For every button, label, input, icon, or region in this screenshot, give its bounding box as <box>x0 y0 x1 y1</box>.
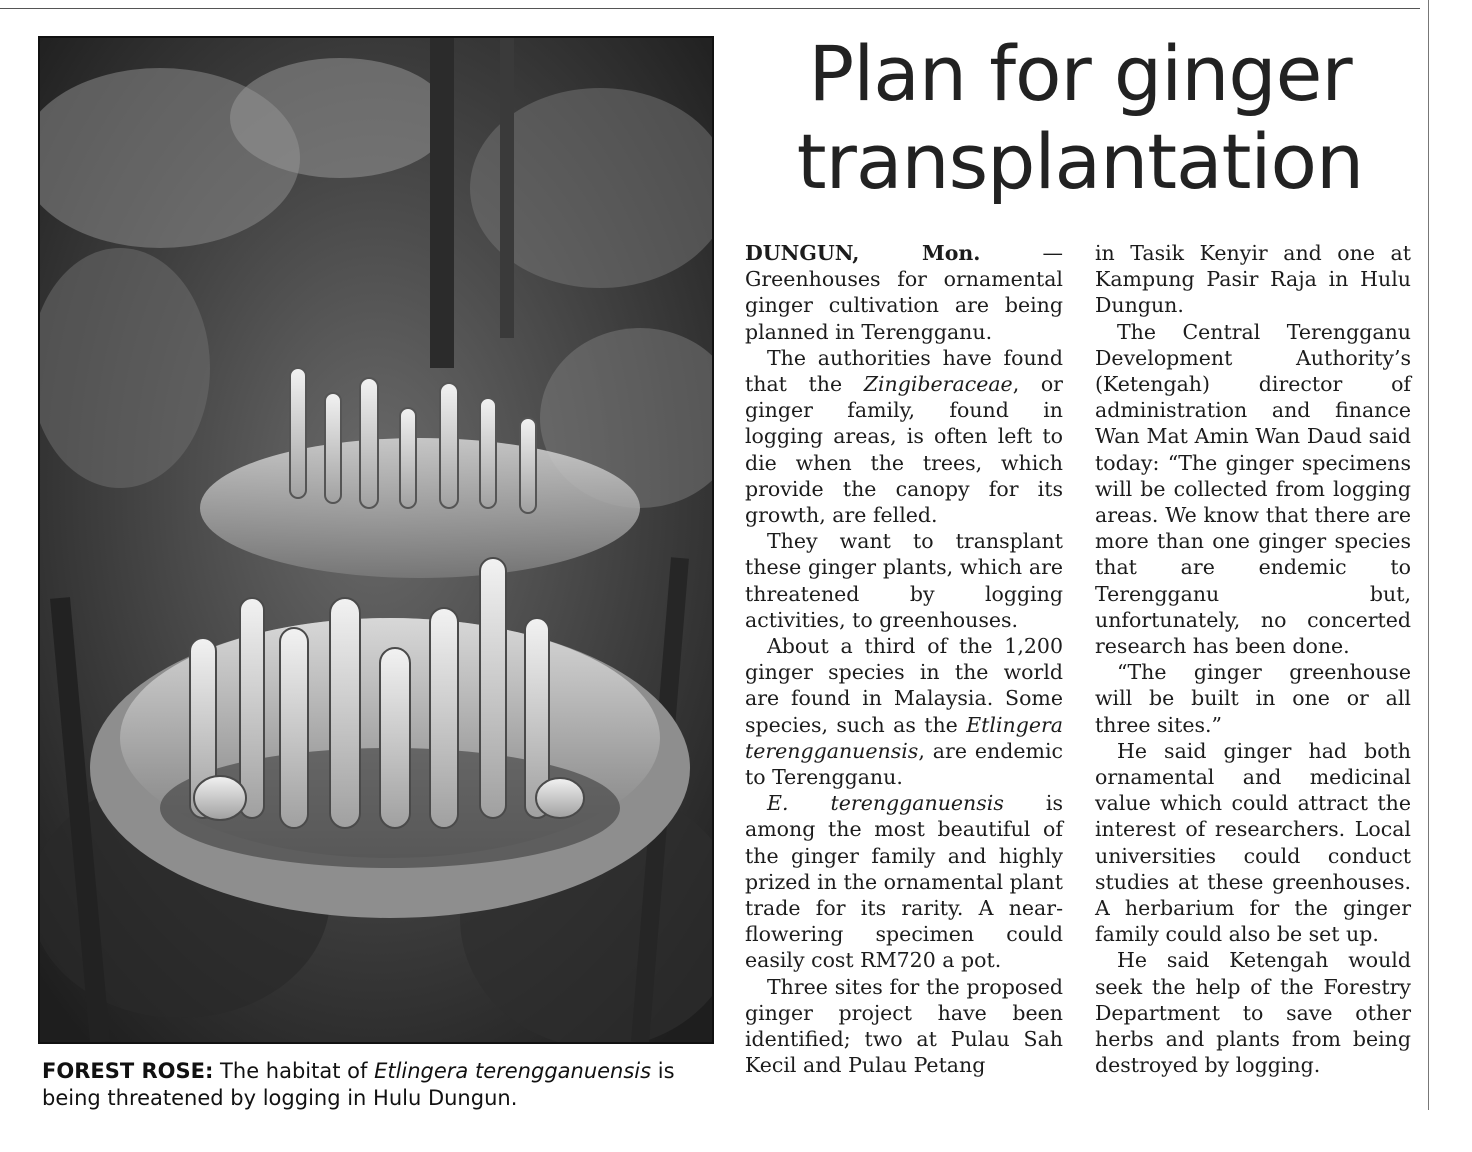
headline <box>740 30 1420 206</box>
paragraph-text: , or ginger family, found in logging areas, is often left to die when the trees, which provide the canopy for its growth, are felled. <box>745 372 1063 528</box>
caption-lead: FOREST ROSE: <box>42 1059 214 1083</box>
top-rule <box>0 8 1420 9</box>
paragraph: Three sites for the proposed ginger project have been identified; two at Pulau Sah Kecil and Pulau Petang <box>745 974 1063 1078</box>
paragraph: “The ginger greenhouse will be built in one or all three sites.” <box>1095 660 1411 737</box>
paragraph: He said ginger had both ornamental and medicinal value which could attract the interest of researchers. Local universities could conduct studies at these greenhouses. A herbarium for the ginger family could also be set up. <box>1095 738 1411 947</box>
caption-species: Etlingera terengganuensis <box>374 1059 652 1083</box>
species-name: E. terengganuensis <box>767 791 1004 816</box>
paragraph <box>745 633 1063 790</box>
paragraph <box>745 345 1063 528</box>
photo-caption <box>42 1058 722 1112</box>
forest-rose-photo <box>38 36 714 1044</box>
paragraph <box>745 240 1063 345</box>
forest-rose-flower-icon <box>40 38 712 1042</box>
column-rule <box>1428 0 1429 1110</box>
species-name: Zingiberaceae <box>863 372 1013 397</box>
species-name: Etlingera terengganuensis <box>745 712 1063 763</box>
dateline: DUNGUN, Mon. <box>745 241 981 265</box>
paragraph: He said Ketengah would seek the help of the Forestry Department to save other herbs and plants from being destroyed by logging. <box>1095 948 1411 1078</box>
paragraph-text: , are endemic to Terengganu. <box>745 738 1063 790</box>
paragraph-text: — Greenhouses for ornamental ginger cultivation are being planned in Terengganu. <box>745 241 1063 344</box>
caption-text-after: is being threatened by logging in Hulu Dungun. <box>42 1059 675 1110</box>
paragraph: They want to transplant these ginger plants, which are threatened by logging activities, to greenhouses. <box>745 529 1063 632</box>
paragraph: The Central Terengganu Development Authority’s (Ketengah) director of administration and finance Wan Mat Amin Wan Daud said today: “The ginger specimens will be collected from logging areas. We know that there are more than one ginger species that are endemic to Terengganu but, unfortunately, no concerted research has been done. <box>1095 319 1411 659</box>
headline-line-2: transplantation <box>796 117 1364 206</box>
paragraph-text: The authorities have found that the <box>745 345 1063 397</box>
article-column-1 <box>745 240 1063 1079</box>
caption-text-before: The habitat of <box>213 1059 375 1083</box>
paragraph-text: is among the most beautiful of the ginger family and highly prized in the ornamental plant trade for its rarity. A near-flowering specimen could easily cost RM720 a pot. <box>745 791 1063 973</box>
headline-line-1: Plan for ginger <box>808 29 1352 118</box>
paragraph-text: About a third of the 1,200 ginger species in the world are found in Malaysia. Some species, such as the <box>745 634 1063 737</box>
article-column-2 <box>1095 240 1411 1079</box>
paragraph: in Tasik Kenyir and one at Kampung Pasir Raja in Hulu Dungun. <box>1095 241 1411 318</box>
paragraph <box>745 790 1063 973</box>
